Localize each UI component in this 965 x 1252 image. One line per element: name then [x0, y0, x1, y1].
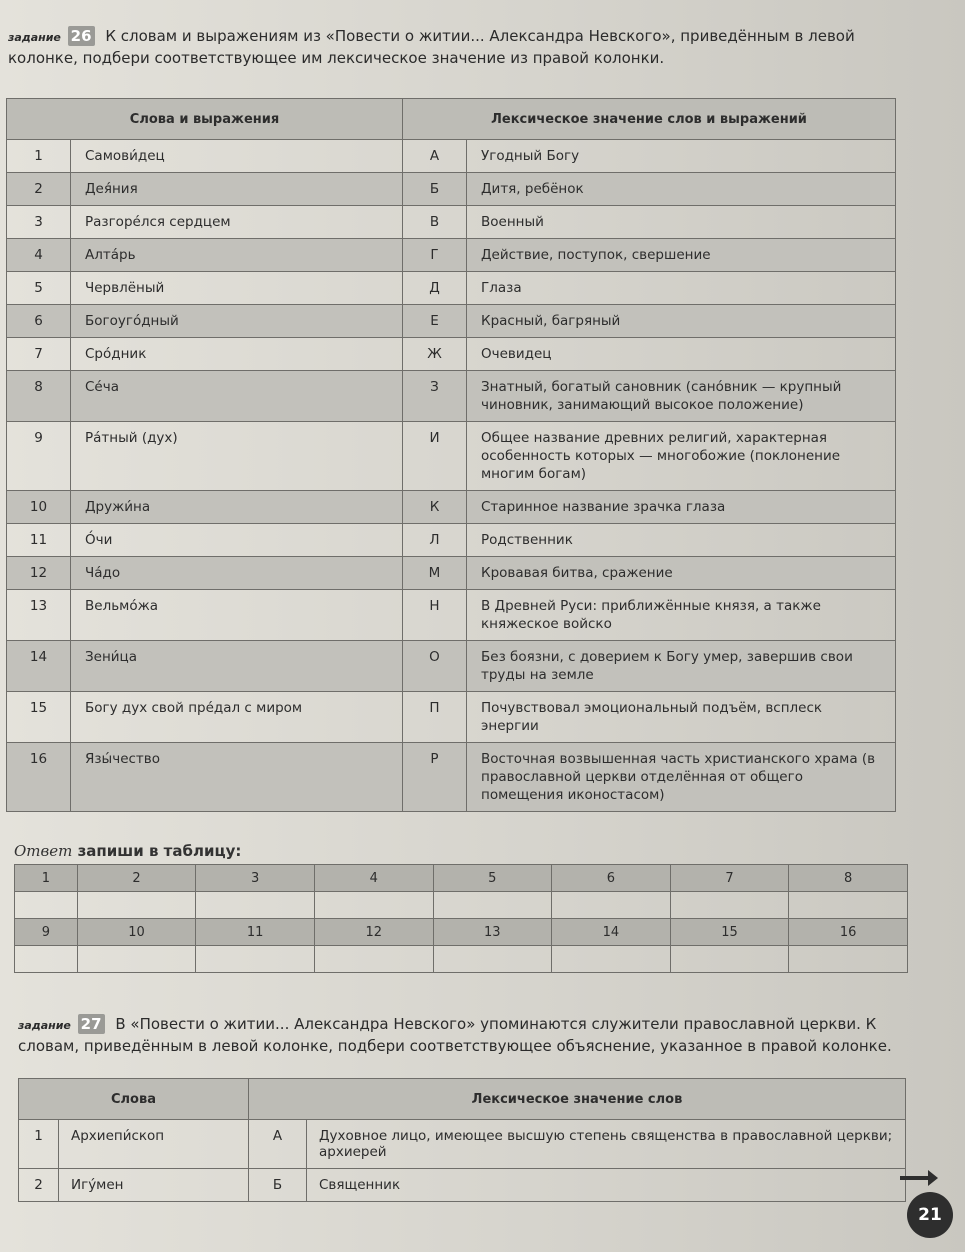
- answer-caption-rest: запиши в таблицу:: [72, 842, 242, 860]
- task-label: задание: [18, 1019, 71, 1032]
- word-cell: Зени́ца: [71, 641, 403, 692]
- table-row: [7, 305, 896, 338]
- letter-cell: Б: [249, 1169, 307, 1202]
- letter-cell: Е: [403, 305, 467, 338]
- answer-number: 10: [77, 919, 196, 946]
- word-cell: Сро́дник: [71, 338, 403, 371]
- answer-caption-em: Ответ: [14, 842, 73, 860]
- meaning-cell: Красный, багряный: [467, 305, 896, 338]
- word-cell: Язы́чество: [71, 743, 403, 812]
- answer-cell[interactable]: [789, 892, 908, 919]
- answer-number: 3: [196, 865, 315, 892]
- word-cell: Дружи́на: [71, 491, 403, 524]
- letter-cell: Р: [403, 743, 467, 812]
- letter-cell: К: [403, 491, 467, 524]
- word-cell: Богоуго́дный: [71, 305, 403, 338]
- letter-cell: П: [403, 692, 467, 743]
- answer-entry-row: [15, 946, 908, 973]
- word-cell: Вельмо́жа: [71, 590, 403, 641]
- row-number: 12: [7, 557, 71, 590]
- row-number: 15: [7, 692, 71, 743]
- row-number: 4: [7, 239, 71, 272]
- meaning-cell: Очевидец: [467, 338, 896, 371]
- table-row: [7, 371, 896, 422]
- letter-cell: Л: [403, 524, 467, 557]
- task-26-heading: [8, 26, 908, 68]
- arrow-right-icon: [900, 1176, 930, 1180]
- answer-number: 9: [15, 919, 78, 946]
- meaning-cell: Кровавая битва, сражение: [467, 557, 896, 590]
- answer-cell[interactable]: [196, 946, 315, 973]
- table-row: [7, 239, 896, 272]
- word-cell: Разгоре́лся сердцем: [71, 206, 403, 239]
- letter-cell: Г: [403, 239, 467, 272]
- letter-cell: Ж: [403, 338, 467, 371]
- row-number: 14: [7, 641, 71, 692]
- row-number: 6: [7, 305, 71, 338]
- meaning-cell: Угодный Богу: [467, 140, 896, 173]
- answer-table: [14, 864, 908, 973]
- table-row: [7, 140, 896, 173]
- word-cell: Ча́до: [71, 557, 403, 590]
- answer-number: 14: [552, 919, 671, 946]
- table-row: [7, 206, 896, 239]
- row-number: 1: [7, 140, 71, 173]
- meaning-cell: Духовное лицо, имеющее высшую степень священства в православной церкви; архиерей: [307, 1120, 906, 1169]
- word-cell: О́чи: [71, 524, 403, 557]
- table-row: [19, 1169, 906, 1202]
- word-cell: Ра́тный (дух): [71, 422, 403, 491]
- meaning-cell: Без боязни, с доверием к Богу умер, завершив свои труды на земле: [467, 641, 896, 692]
- table-row: [7, 491, 896, 524]
- meaning-cell: Глаза: [467, 272, 896, 305]
- task-27-heading: [18, 1014, 913, 1056]
- word-cell: Архиепи́скоп: [59, 1120, 249, 1169]
- answer-cell[interactable]: [789, 946, 908, 973]
- answer-cell[interactable]: [552, 946, 671, 973]
- answer-cell[interactable]: [196, 892, 315, 919]
- row-number: 10: [7, 491, 71, 524]
- row-number: 11: [7, 524, 71, 557]
- word-cell: Богу дух свой пре́дал с миром: [71, 692, 403, 743]
- answer-caption: [14, 842, 241, 860]
- answer-table-body: [15, 865, 908, 973]
- meaning-cell: Общее название древних религий, характерная особенность которых — многобожие (поклонение многим богам): [467, 422, 896, 491]
- letter-cell: З: [403, 371, 467, 422]
- answer-cell[interactable]: [314, 946, 433, 973]
- row-number: 16: [7, 743, 71, 812]
- table-row: [7, 743, 896, 812]
- meaning-cell: Восточная возвышенная часть христианского храма (в православной церкви отделённая от общего помещения иконостасом): [467, 743, 896, 812]
- table-row: [7, 173, 896, 206]
- row-number: 7: [7, 338, 71, 371]
- meaning-cell: В Древней Руси: приближённые князя, а также княжеское войско: [467, 590, 896, 641]
- header-words: Слова: [19, 1079, 249, 1120]
- page-number: 21: [907, 1192, 953, 1238]
- row-number: 5: [7, 272, 71, 305]
- task-text: В «Повести о житии... Александра Невского» упоминаются служители православной церкви. К словам, приведённым в левой колонке, подбери соответствующее объяснение, указанное в правой колонке.: [18, 1015, 892, 1055]
- row-number: 8: [7, 371, 71, 422]
- answer-header-row: [15, 919, 908, 946]
- table-row: [7, 524, 896, 557]
- answer-cell[interactable]: [433, 892, 552, 919]
- answer-number: 13: [433, 919, 552, 946]
- answer-number: 8: [789, 865, 908, 892]
- letter-cell: А: [403, 140, 467, 173]
- word-cell: Червлёный: [71, 272, 403, 305]
- row-number: 2: [7, 173, 71, 206]
- answer-cell[interactable]: [552, 892, 671, 919]
- answer-cell[interactable]: [15, 946, 78, 973]
- answer-cell[interactable]: [670, 946, 789, 973]
- word-cell: Алта́рь: [71, 239, 403, 272]
- header-words: Слова и выражения: [7, 99, 403, 140]
- answer-number: 11: [196, 919, 315, 946]
- answer-number: 16: [789, 919, 908, 946]
- word-cell: Игу́мен: [59, 1169, 249, 1202]
- task-text: К словам и выражениям из «Повести о житии... Александра Невского», приведённым в левой колонке, подбери соответствующее им лексическое значение из правой колонки.: [8, 27, 855, 67]
- table-row: [7, 338, 896, 371]
- answer-number: 12: [314, 919, 433, 946]
- meaning-cell: Знатный, богатый сановник (сано́вник — крупный чиновник, занимающий высокое положение): [467, 371, 896, 422]
- table-row: [7, 590, 896, 641]
- table-row: [7, 557, 896, 590]
- row-number: 2: [19, 1169, 59, 1202]
- row-number: 1: [19, 1120, 59, 1169]
- meaning-cell: Старинное название зрачка глаза: [467, 491, 896, 524]
- letter-cell: М: [403, 557, 467, 590]
- answer-number: 15: [670, 919, 789, 946]
- letter-cell: Д: [403, 272, 467, 305]
- letter-cell: А: [249, 1120, 307, 1169]
- answer-number: 5: [433, 865, 552, 892]
- answer-cell[interactable]: [433, 946, 552, 973]
- table-row: [7, 692, 896, 743]
- answer-cell[interactable]: [670, 892, 789, 919]
- table-row: [19, 1120, 906, 1169]
- table-26: [6, 98, 896, 812]
- answer-number: 1: [15, 865, 78, 892]
- meaning-cell: Действие, поступок, свершение: [467, 239, 896, 272]
- task-number: 27: [78, 1014, 105, 1034]
- letter-cell: Н: [403, 590, 467, 641]
- table-27-body: [19, 1120, 906, 1202]
- table-27: [18, 1078, 906, 1202]
- answer-cell[interactable]: [77, 892, 196, 919]
- answer-number: 7: [670, 865, 789, 892]
- row-number: 13: [7, 590, 71, 641]
- answer-entry-row: [15, 892, 908, 919]
- task-label: задание: [8, 31, 61, 44]
- word-cell: Самови́дец: [71, 140, 403, 173]
- row-number: 9: [7, 422, 71, 491]
- meaning-cell: Дитя, ребёнок: [467, 173, 896, 206]
- word-cell: Се́ча: [71, 371, 403, 422]
- header-meanings: Лексическое значение слов: [249, 1079, 906, 1120]
- answer-cell[interactable]: [15, 892, 78, 919]
- table-26-body: [7, 140, 896, 812]
- letter-cell: В: [403, 206, 467, 239]
- meaning-cell: Священник: [307, 1169, 906, 1202]
- table-row: [7, 641, 896, 692]
- letter-cell: О: [403, 641, 467, 692]
- table-row: [7, 272, 896, 305]
- meaning-cell: Военный: [467, 206, 896, 239]
- table-row: [7, 422, 896, 491]
- letter-cell: И: [403, 422, 467, 491]
- answer-cell[interactable]: [314, 892, 433, 919]
- answer-cell[interactable]: [77, 946, 196, 973]
- task-number: 26: [68, 26, 95, 46]
- header-meanings: Лексическое значение слов и выражений: [403, 99, 896, 140]
- word-cell: Дея́ния: [71, 173, 403, 206]
- meaning-cell: Родственник: [467, 524, 896, 557]
- answer-number: 2: [77, 865, 196, 892]
- answer-number: 4: [314, 865, 433, 892]
- row-number: 3: [7, 206, 71, 239]
- letter-cell: Б: [403, 173, 467, 206]
- meaning-cell: Почувствовал эмоциональный подъём, всплеск энергии: [467, 692, 896, 743]
- answer-number: 6: [552, 865, 671, 892]
- answer-header-row: [15, 865, 908, 892]
